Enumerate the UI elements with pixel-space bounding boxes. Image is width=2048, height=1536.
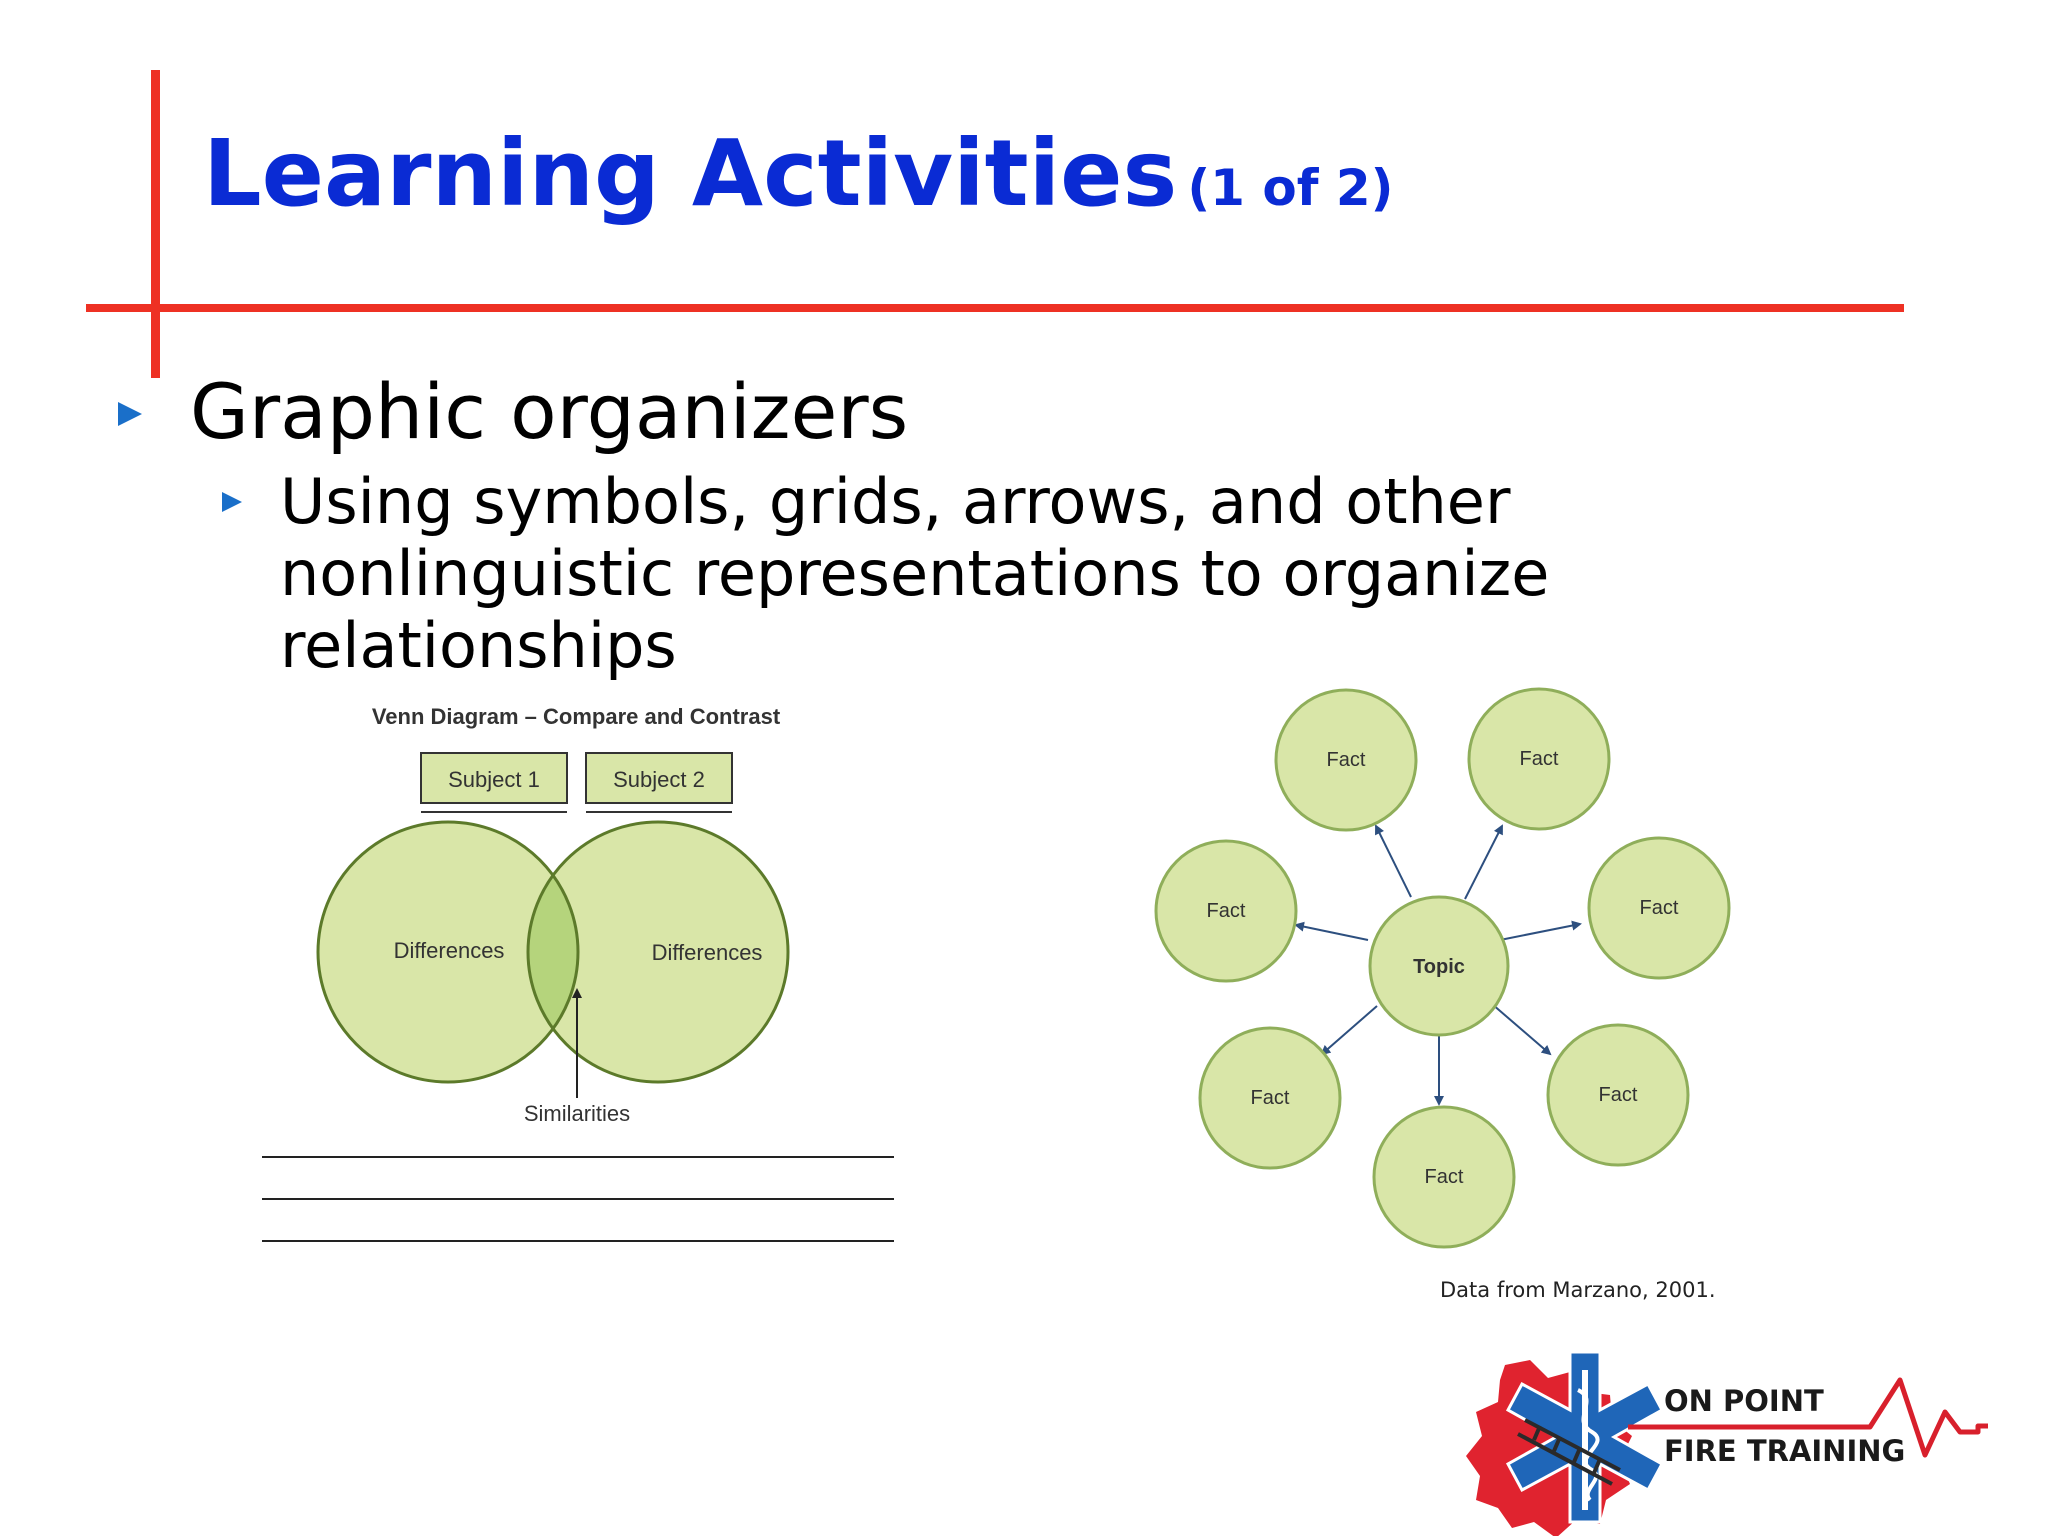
title-main: Learning Activities bbox=[203, 120, 1178, 227]
venn-title: Venn Diagram – Compare and Contrast bbox=[371, 704, 781, 729]
arrow-to-fact-3 bbox=[1296, 925, 1368, 940]
arrow-to-fact-5 bbox=[1322, 1006, 1377, 1054]
arrow-to-fact-6 bbox=[1492, 1004, 1550, 1054]
arrow-to-fact-1 bbox=[1376, 826, 1411, 897]
bullet-level1: Graphic organizers bbox=[190, 367, 909, 456]
logo-text-line2: FIRE TRAINING bbox=[1664, 1434, 1906, 1468]
source-caption: Data from Marzano, 2001. bbox=[1440, 1278, 1716, 1302]
subject-1-label: Subject 1 bbox=[448, 767, 540, 792]
bullet-level2: Using symbols, grids, arrows, and other nonlinguistic representations to organize relationships bbox=[280, 465, 1550, 682]
venn-left-label: Differences bbox=[393, 938, 505, 963]
venn-diagram bbox=[262, 704, 894, 1241]
fact-label-1: Fact bbox=[1326, 749, 1366, 771]
fact-label-5: Fact bbox=[1250, 1087, 1290, 1109]
fact-label-4: Fact bbox=[1639, 897, 1679, 919]
fact-label-2: Fact bbox=[1519, 748, 1559, 770]
logo-text-line1: ON POINT bbox=[1664, 1384, 1824, 1418]
venn-overlap-label: Similarities bbox=[523, 1101, 631, 1126]
topic-web-diagram bbox=[1156, 689, 1729, 1247]
arrow-to-fact-2 bbox=[1465, 826, 1502, 899]
title-suffix: (1 of 2) bbox=[1187, 159, 1394, 217]
subject-2-label: Subject 2 bbox=[613, 767, 705, 792]
topic-label: Topic bbox=[1413, 956, 1465, 978]
fact-label-6: Fact bbox=[1598, 1084, 1638, 1106]
fact-label-3: Fact bbox=[1206, 900, 1246, 922]
fact-label-7: Fact bbox=[1424, 1166, 1464, 1188]
venn-right-label: Differences bbox=[651, 940, 763, 965]
arrow-to-fact-4 bbox=[1500, 924, 1580, 940]
